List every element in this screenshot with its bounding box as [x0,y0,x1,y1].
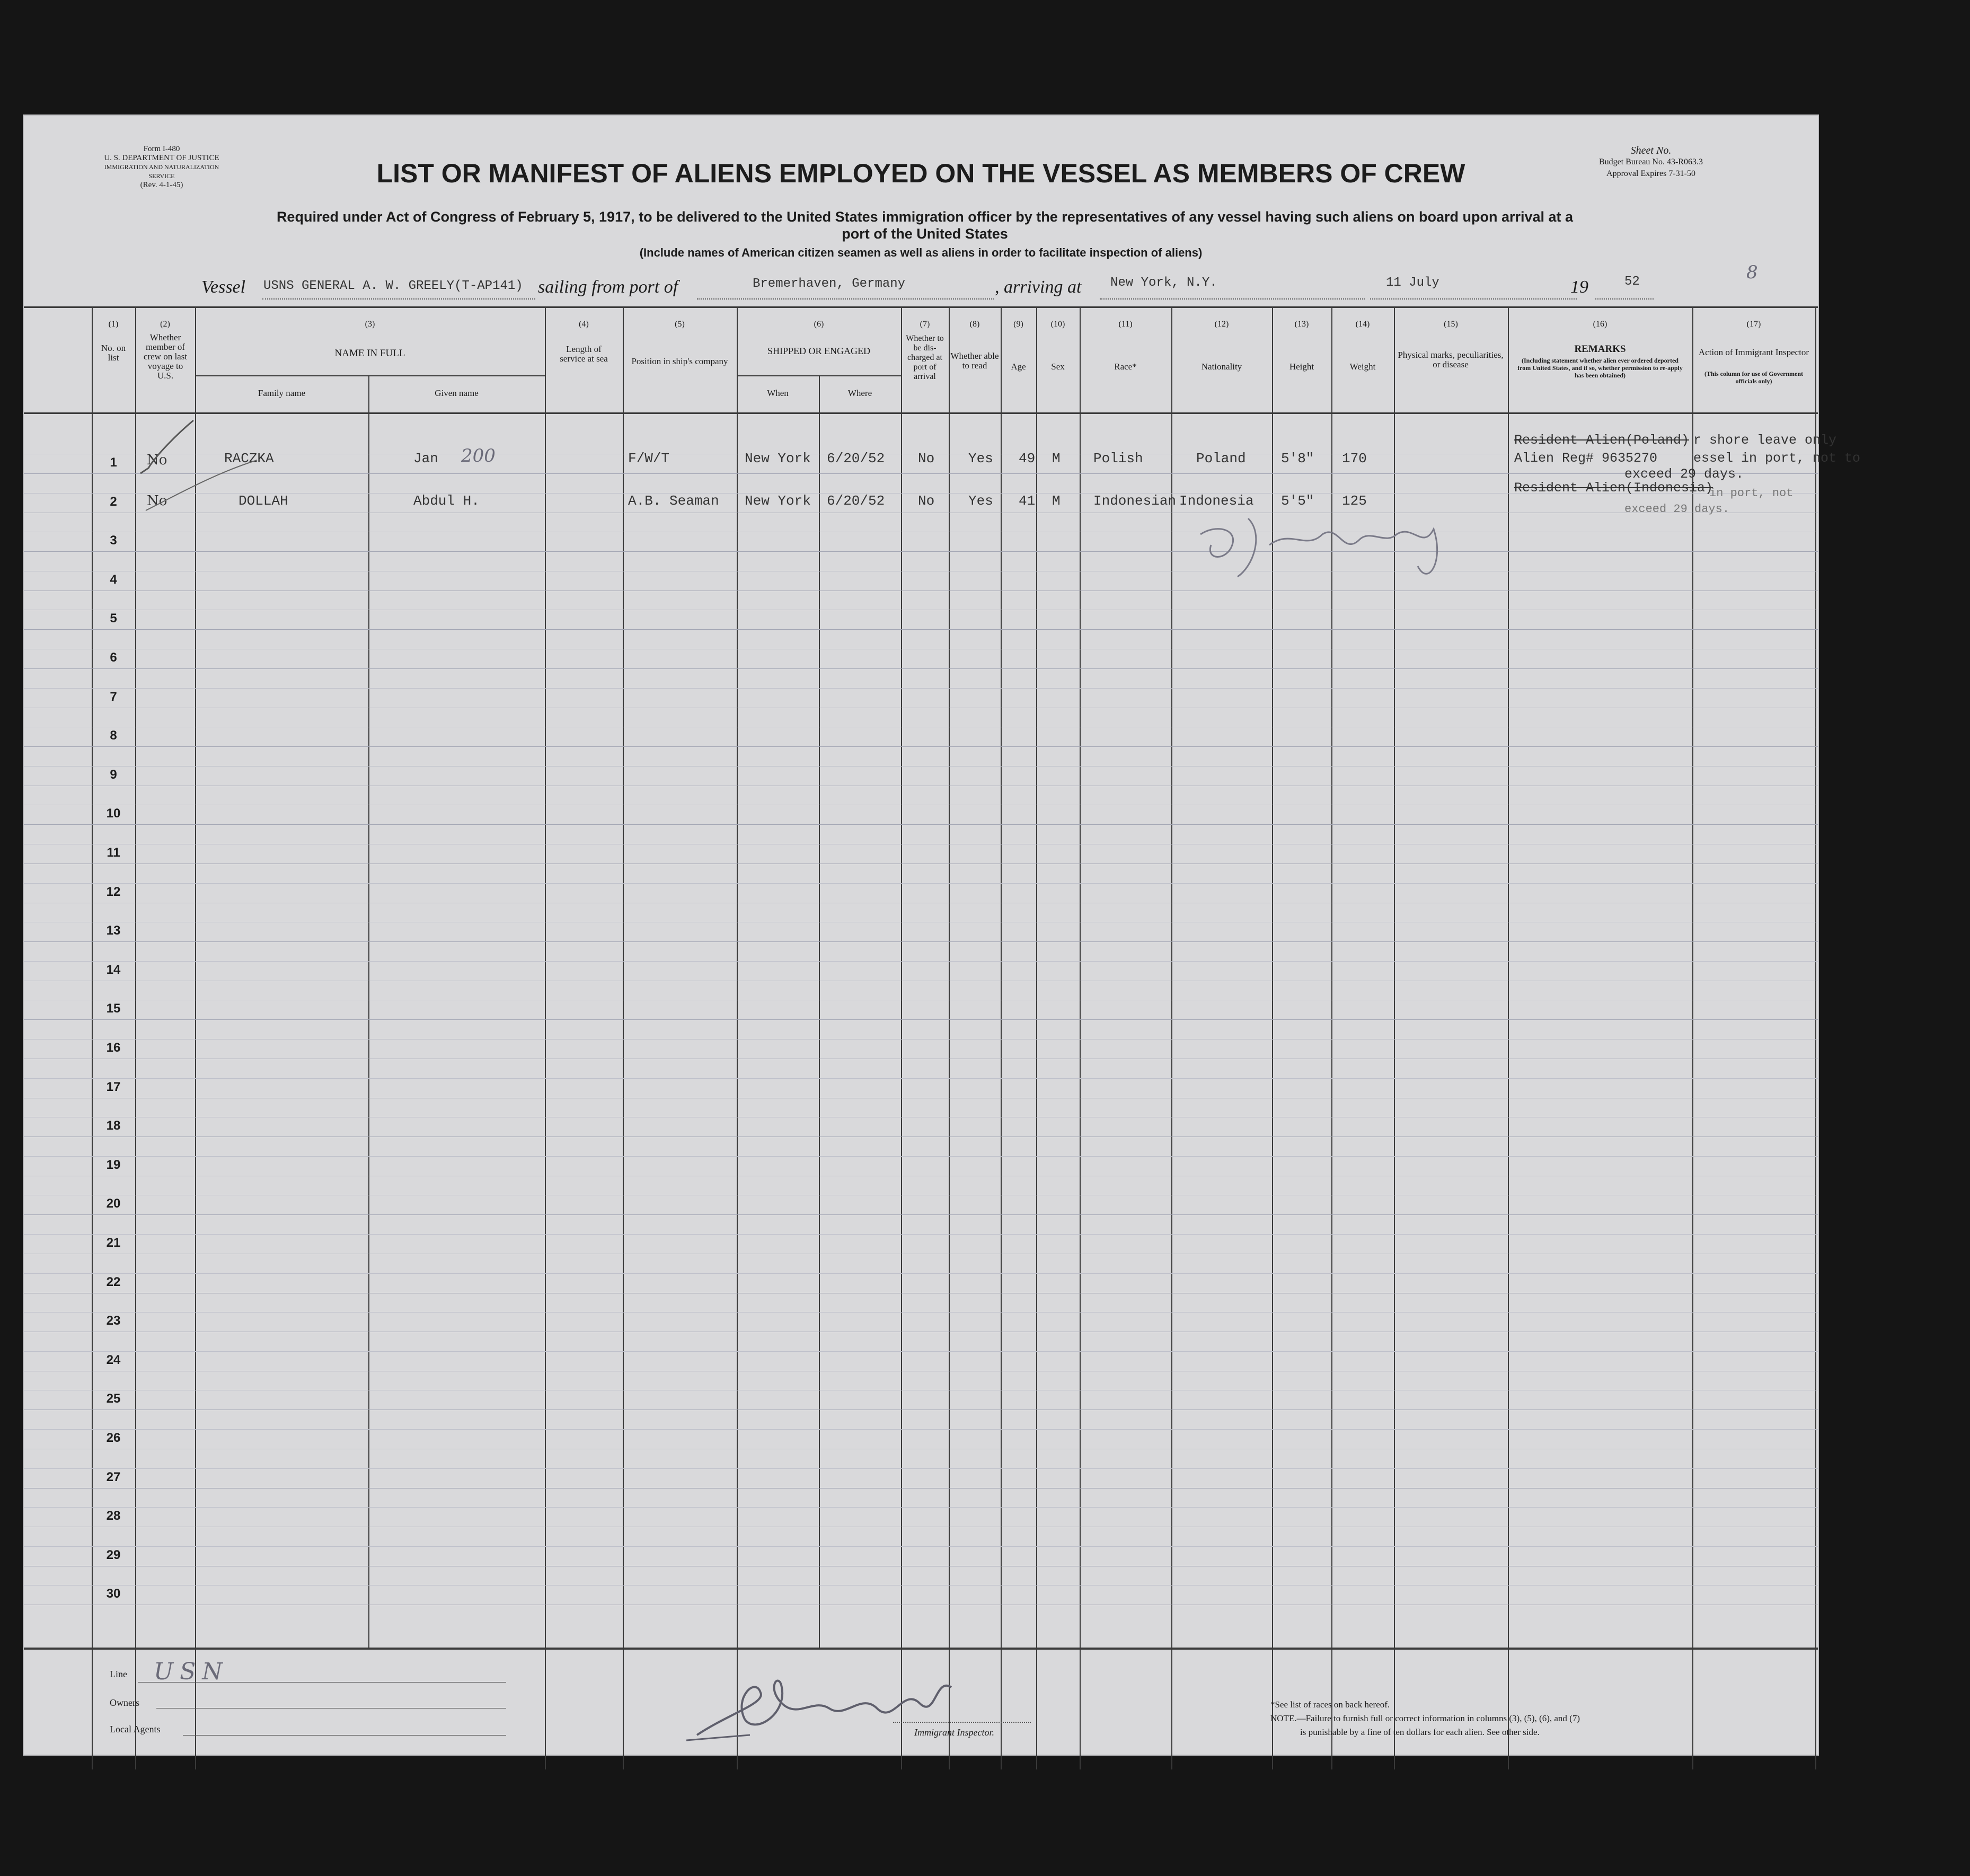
row1-last-voyage: No [147,452,167,468]
col-rule [1080,306,1081,1769]
row-number: 25 [106,1391,121,1406]
col13-header: Height [1289,362,1314,372]
row-number: 28 [106,1509,121,1523]
row1-shipped-when: New York [745,451,811,466]
row-guide-line [24,941,1818,942]
row-number: 15 [106,1001,121,1016]
col6-where-header: Where [847,388,872,398]
table-top-rule [24,306,1818,308]
inspector-label: Immigrant Inspector. [914,1727,994,1738]
row2-sex: M [1052,493,1061,509]
row-number: 14 [106,962,121,977]
owners-label: Owners [110,1697,139,1708]
form-service: IMMIGRATION AND NATURALIZATION SERVICE [104,163,219,180]
col6-header: SHIPPED OR ENGAGED [767,346,870,356]
table-bottom-rule [24,1648,1818,1650]
row1-height: 5'8" [1281,451,1314,466]
row-guide-line [24,883,1818,884]
form-number: Form I-480 [143,145,180,153]
col8-number: (8) [969,320,980,329]
col17-subheader: (This column for use of Government officials only) [1704,370,1804,385]
col14-number: (14) [1355,320,1370,329]
col-rule [1171,306,1172,1769]
col9-number: (9) [1013,320,1023,329]
page-mark: 8 [1746,262,1758,283]
row1-remarks-status: Resident Alien(Poland) [1514,433,1690,448]
row2-age: 41 [1019,493,1036,509]
row1-nationality: Poland [1196,451,1246,466]
col-rule [135,306,136,1769]
row-guide-line [24,551,1818,552]
vessel-label: Vessel [201,277,246,297]
row-guide-line [24,824,1818,825]
manifest-sheet [24,116,1861,1755]
row1-able-to-read: Yes [968,451,993,466]
sheet-number-label: Sheet No. [1630,145,1672,156]
row-guide-line [24,1019,1818,1020]
row-guide-line [24,1156,1818,1157]
date-underline [1370,298,1577,300]
row1-position: F/W/T [628,451,670,466]
row-guide-line [24,473,1818,474]
row1-given-name: Jan [413,451,438,466]
col12-header: Nationality [1201,362,1242,372]
col12-number: (12) [1214,320,1229,329]
subtitle-act [130,208,1720,242]
row-number: 5 [110,611,117,626]
penalty-note-line2: is punishable by a fine of ten dollars for each alien. See other side. [1300,1727,1540,1737]
row2-shipped-when: New York [745,493,811,509]
row-number: 22 [106,1274,121,1289]
approval-expiry: Approval Expires 7-31-50 [1606,169,1695,178]
row-guide-line [24,1039,1818,1040]
col17-number: (17) [1746,320,1761,329]
col-rule [737,306,738,1769]
col11-number: (11) [1118,320,1133,329]
row1-shipped-where: 6/20/52 [827,451,885,466]
row2-discharged: No [918,493,935,509]
agents-underline [183,1735,506,1736]
page-title: LIST OR MANIFEST OF ALIENS EMPLOYED ON THE VESSEL AS MEMBERS OF CREW [376,158,1465,188]
subheader-rule-names [195,375,545,376]
col4-header: Length of service at sea [560,344,608,364]
row1-race: Polish [1093,451,1143,466]
vessel-name: USNS GENERAL A. W. GREELY(T-AP141) [263,279,523,293]
row2-remarks-status: Resident Alien(Indonesia) [1514,480,1713,496]
row1-sex: M [1052,451,1061,466]
table-header-rule [24,412,1818,414]
row-number: 29 [106,1547,121,1562]
arrival-date: 11 July [1386,276,1439,290]
year-underline [1595,298,1654,300]
row-number: 20 [106,1196,121,1211]
footer-inspector-signature [686,1655,994,1761]
subtitle-line2: port of the United States [842,226,1008,242]
col14-header: Weight [1349,362,1376,372]
col-rule [545,306,546,1769]
col6-when-header: When [767,388,789,398]
col5-number: (5) [675,320,685,329]
row1-inspector-action3: exceed 29 days. [1624,466,1744,482]
row1-inspector-action2: essel in port, not to [1693,451,1861,466]
col7-number: (7) [920,320,930,329]
row2-race: Indonesian [1093,493,1177,509]
col10-header: Sex [1051,362,1065,372]
col3-family-header: Family name [258,388,306,398]
form-rev: (Rev. 4-1-45) [140,181,183,189]
row-guide-line [24,746,1818,747]
col4-number: (4) [579,320,589,329]
row1-inspector-action1: r shore leave only [1693,433,1837,448]
row-guide-line [24,1234,1818,1235]
row-guide-line [24,1078,1818,1079]
row-number: 11 [107,845,120,860]
col9-header: Age [1011,362,1026,372]
row1-discharged: No [918,451,935,466]
penalty-note-line1: NOTE.—Failure to furnish full or correct information in columns (3), (5), (6), and (7) [1270,1713,1580,1723]
row2-inspector-action2: exceed 29 days. [1624,503,1730,516]
row-guide-line [24,1488,1818,1489]
row-number: 9 [110,767,117,782]
row2-height: 5'5" [1281,493,1314,509]
row-guide-line [24,668,1818,669]
vessel-underline [262,298,535,300]
row-number: 13 [106,923,121,938]
row2-shipped-where: 6/20/52 [827,493,885,509]
row2-given-name: Abdul H. [413,493,480,509]
row-number: 4 [110,572,117,587]
row-number: 3 [110,533,117,548]
nationality-signature [1185,487,1481,593]
departure-port: Bremerhaven, Germany [753,277,906,291]
row-guide-line [24,1585,1818,1586]
row-number: 16 [106,1041,121,1055]
row-guide-line [24,961,1818,962]
row-number: 30 [106,1587,121,1601]
row2-weight: 125 [1342,493,1367,509]
col-rule [92,306,93,1769]
col15-number: (15) [1444,320,1458,329]
col15-header: Physical marks, peculiarities, or disease [1398,350,1504,369]
row1-weight: 170 [1342,451,1367,466]
row1-remarks-reg: Alien Reg# 9635270 [1514,451,1658,466]
local-agents-label: Local Agents [110,1724,161,1734]
row-guide-line [24,1312,1818,1313]
col1-number: (1) [108,320,119,329]
row-number: 8 [110,728,117,743]
row-number: 6 [110,650,117,665]
line-value: USN [154,1658,229,1685]
col16-subheader: (Including statement whether alien ever ordered deported from United States, and if so, whether permission to re-apply has been obtained) [1517,357,1683,379]
row1-given-note: 200 [461,445,496,466]
row-number: 10 [106,806,121,821]
row-number: 17 [106,1079,121,1094]
port-underline [697,298,994,300]
col-rule [819,375,820,1648]
inspector-check-mark [135,410,273,516]
col7-header: Whether to be dis-charged at port of arrival [906,334,944,381]
row-guide-line [24,1468,1818,1469]
budget-bureau: Budget Bureau No. 43-R063.3 [1599,157,1703,166]
col-rule [1001,306,1002,1769]
row2-nationality: Indonesia [1179,493,1254,509]
col3-number: (3) [365,320,375,329]
col-rule [1692,306,1693,1769]
row2-family-name: DOLLAH [238,493,288,509]
row-number: 18 [106,1118,121,1133]
row-number: 21 [106,1236,121,1250]
year-prefix: 19 [1570,277,1588,297]
col11-header: Race* [1114,362,1137,372]
row2-last-voyage: No [147,493,167,509]
subtitle-note: (Include names of American citizen seamen as well as aliens in order to facilitate inspection of aliens) [639,246,1203,259]
row-number: 19 [106,1157,121,1172]
col2-header: Whether member of crew on last voyage to U.S. [143,332,188,381]
row1-family-name: RACZKA [224,451,274,466]
row-number: 12 [106,884,121,899]
col10-number: (10) [1050,320,1065,329]
col-rule [949,306,950,1769]
col-rule [368,375,369,1648]
row1-age: 49 [1019,451,1036,466]
col5-header: Position in ship's company [631,356,728,366]
inspector-underline [893,1722,1031,1723]
row-number: 24 [106,1352,121,1367]
col1-header: No. on list [101,343,126,363]
col16-header: REMARKS [1574,344,1626,355]
row-number: 27 [106,1469,121,1484]
row2-position: A.B. Seaman [628,493,719,509]
arrival-underline [1100,298,1365,300]
col8-header: Whether able to read [950,351,999,371]
form-dept: U. S. DEPARTMENT OF JUSTICE [104,154,219,162]
row-number: 7 [110,689,117,704]
row-number: 26 [106,1431,121,1445]
races-note: *See list of races on back hereof. [1270,1699,1390,1710]
row-guide-line [24,629,1818,630]
row-guide-line [24,766,1818,767]
row2-able-to-read: Yes [968,493,993,509]
row-guide-line [24,688,1818,689]
sailing-label: sailing from port of [538,277,678,297]
col3-given-header: Given name [435,388,479,398]
row-guide-line [24,1429,1818,1430]
row-guide-line [24,1351,1818,1352]
col3-header: NAME IN FULL [334,348,405,359]
row-guide-line [24,1507,1818,1508]
col-rule [1508,306,1509,1769]
col17-header: Action of Immigrant Inspector [1698,347,1809,357]
subtitle-line1: Required under Act of Congress of February 5, 1917, to be delivered to the United States immigration officer by the representatives of any vessel having such aliens on board upon arrival at a [276,209,1574,225]
row-number: 2 [110,494,117,509]
col-rule [1036,306,1037,1769]
col2-number: (2) [160,320,170,329]
arrival-year: 52 [1624,275,1640,289]
arrival-port: New York, N.Y. [1110,276,1217,290]
row-guide-line [24,1214,1818,1215]
row-guide-line [24,1273,1818,1274]
col6-number: (6) [814,320,824,329]
col-rule [1815,306,1816,1769]
col-rule [901,306,902,1769]
row-number: 23 [106,1314,121,1328]
col-rule [195,306,196,1769]
line-label: Line [110,1669,127,1679]
col13-number: (13) [1294,320,1309,329]
row-number: 1 [110,455,117,470]
col-rule [623,306,624,1769]
col16-number: (16) [1593,320,1607,329]
row2-inspector-action1: in port, not [1709,487,1794,500]
row-guide-line [24,1546,1818,1547]
arriving-label: , arriving at [995,277,1082,297]
